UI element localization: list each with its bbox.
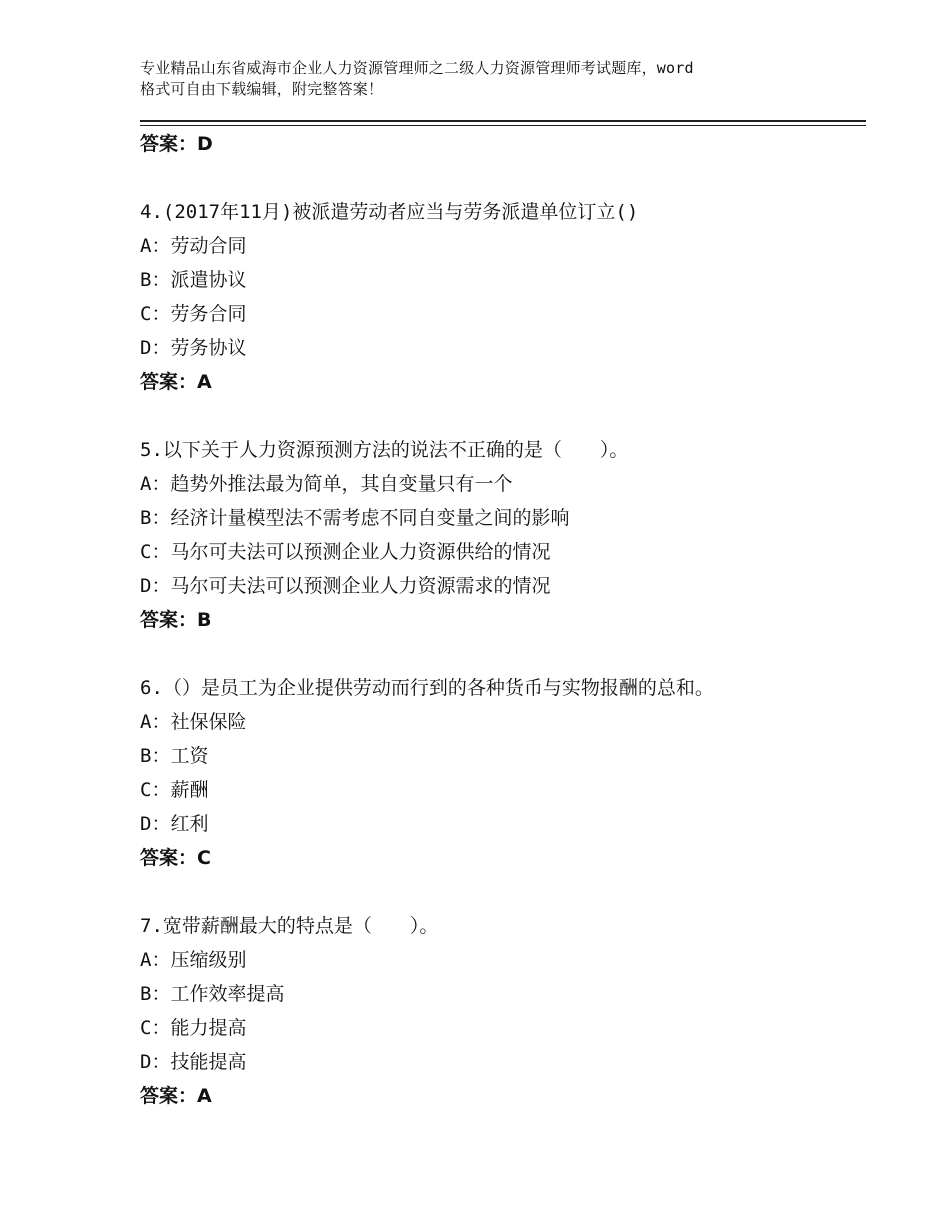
question-stem: 6.（）是员工为企业提供劳动而行到的各种货币与实物报酬的总和。 — [140, 677, 714, 699]
question-stem: 4.(2017年11月)被派遣劳动者应当与劳务派遣单位订立() — [140, 201, 639, 223]
question-7 — [140, 909, 860, 1113]
answer-line: 答案：C — [140, 847, 211, 869]
option-a: A：劳动合同 — [140, 235, 247, 257]
option-a: A：社保保险 — [140, 711, 247, 733]
question-list — [140, 127, 860, 1113]
question-5 — [140, 433, 860, 637]
answer-line: 答案：A — [140, 1085, 212, 1107]
answer-line: 答案：B — [140, 609, 212, 631]
option-b: B：工作效率提高 — [140, 983, 285, 1005]
option-b: B：工资 — [140, 745, 209, 767]
option-d: D：劳务协议 — [140, 337, 247, 359]
option-d: D：马尔可夫法可以预测企业人力资源需求的情况 — [140, 575, 551, 597]
header-divider-thin — [140, 125, 866, 126]
option-d: D：技能提高 — [140, 1051, 247, 1073]
option-d: D：红利 — [140, 813, 209, 835]
question-4 — [140, 195, 860, 399]
option-c: C：能力提高 — [140, 1017, 247, 1039]
previous-answer: 答案：D — [140, 133, 213, 155]
question-stem: 7.宽带薪酬最大的特点是（ ）。 — [140, 915, 439, 937]
question-stem: 5.以下关于人力资源预测方法的说法不正确的是（ ）。 — [140, 439, 629, 461]
header-line-1: 专业精品山东省威海市企业人力资源管理师之二级人力资源管理师考试题库，word — [140, 59, 694, 77]
question-6 — [140, 671, 860, 875]
option-b: B：派遣协议 — [140, 269, 247, 291]
document-header — [140, 58, 830, 100]
option-c: C：马尔可夫法可以预测企业人力资源供给的情况 — [140, 541, 551, 563]
option-c: C：劳务合同 — [140, 303, 247, 325]
option-b: B：经济计量模型法不需考虑不同自变量之间的影响 — [140, 507, 570, 529]
option-a: A：趋势外推法最为简单，其自变量只有一个 — [140, 473, 513, 495]
header-line-2: 格式可自由下载编辑，附完整答案！ — [140, 80, 384, 98]
answer-line: 答案：A — [140, 371, 212, 393]
option-a: A：压缩级别 — [140, 949, 247, 971]
header-divider-thick — [140, 120, 866, 122]
option-c: C：薪酬 — [140, 779, 209, 801]
